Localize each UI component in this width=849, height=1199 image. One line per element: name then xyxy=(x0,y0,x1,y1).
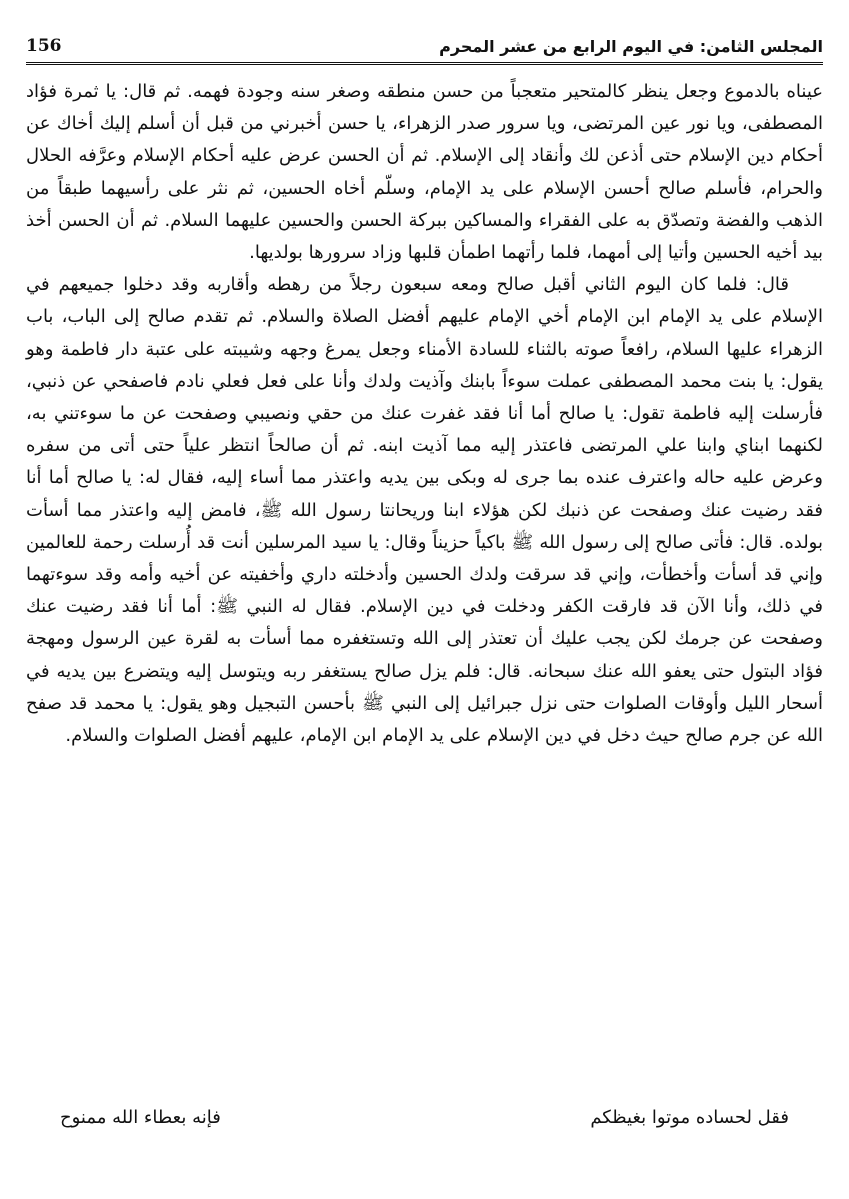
body-text xyxy=(26,76,823,752)
page-number: 156 xyxy=(26,36,62,56)
paragraph: قال: فلما كان اليوم الثاني أقبل صالح ومعه سبعون رجلاً من رهطه وأقاربه وقد دخلوا جميعهم في الإسلام على يد الإمام ابن الإمام أخي الإمام عليهم أفضل الصلاة والسلام. ثم تقدم صالح إلى الباب، باب الزهراء عليها السلام، رافعاً صوته بالثناء للسادة الأمناء وجعل يمرغ وجهه وشيبته على عتبة دار فاطمة وهو يقول: يا بنت محمد المصطفى عملت سوءاً بابنك وآذيت ولدك وأنا على فعل فعلي نادم فاصفحي عن ذنبي، فأرسلت إليه فاطمة تقول: يا صالح أما أنا فقد غفرت عنك من حقي ونصيبي وصفحت عن ما سوءتني به، لكنهما ابناي وابنا علي المرتضى فاعتذر إليه مما آذيت ابنه. ثم أن صالحاً انتظر علياً حتى أتى من سفره وعرض عليه حاله واعترف عنده بما جرى له وبكى بين يديه واعتذر مما أساء إليه، فقال له: يا صالح أما أنا فقد رضيت عنك وصفحت عن ذنبك لكن هؤلاء ابنا وريحانتا رسول الله ﷺ، فامض إليه واعتذر مما أسأت بولده. قال: فأتى صالح إلى رسول الله ﷺ باكياً حزيناً وقال: يا سيد المرسلين أنت قد أُرسلت رحمة للعالمين وإني قد أسأت وأخطأت، وإني قد سرقت ولدك الحسين وأدخلته داري وأخفيته عن أخيه وأمه وقد سوءتهما في ذلك، وأنا الآن قد فارقت الكفر ودخلت في دين الإسلام. فقال له النبي ﷺ: أما أنا فقد رضيت عنك وصفحت عن جرمك لكن يجب عليك أن تعتذر إلى الله وتستغفره مما أسأت به لقرة عين الرسول ومهجة فؤاد البتول حتى يعفو الله عنك سبحانه. قال: فلم يزل صالح يستغفر ربه ويتوسل إليه ويتضرع بين يديه في أسحار الليل وأوقات الصلوات حتى نزل جبرائيل إلى النبي ﷺ بأحسن التبجيل وهو يقول: يا محمد قد صفح الله عن جرم صالح حيث دخل في دين الإسلام على يد الإمام ابن الإمام، عليهم أفضل الصلوات والسلام. xyxy=(26,274,823,747)
paragraph: عيناه بالدموع وجعل ينظر كالمتحير متعجباً من حسن منطقه وصغر سنه وجودة فهمه. ثم قال: يا ثمرة فؤاد المصطفى، ويا نور عين المرتضى، ويا سرور صدر الزهراء، يا حسن أخبرني من قبل أن أسلم إليك أخاك عن أحكام دين الإسلام حتى أذعن لك وأنقاد إلى الإسلام. ثم أن الحسن عرض عليه أحكام الإسلام وعرَّفه الحلال والحرام، فأسلم صالح أحسن الإسلام على يد الإمام، وسلّم أخاه الحسين، ثم نثر على رأسيهما طبقاً من الذهب والفضة وتصدّق به على الفقراء والمساكين ببركة الحسن والحسين عليهما السلام. ثم أن الحسن أخذ بيد أخيه الحسين وأتيا إلى أمهما، فلما رأتهما اطمأن قلبها وزاد سرورها بولديها. xyxy=(26,81,823,264)
page-header xyxy=(26,30,823,65)
poetry-verse xyxy=(60,1102,789,1134)
running-title: المجلس الثامن: في اليوم الرابع من عشر المحرم xyxy=(439,36,823,56)
verse-hemistich-second: فإنه بعطاء الله ممنوح xyxy=(60,1107,221,1128)
verse-hemistich-first: فقل لحساده موتوا بغيظكم xyxy=(590,1107,789,1128)
